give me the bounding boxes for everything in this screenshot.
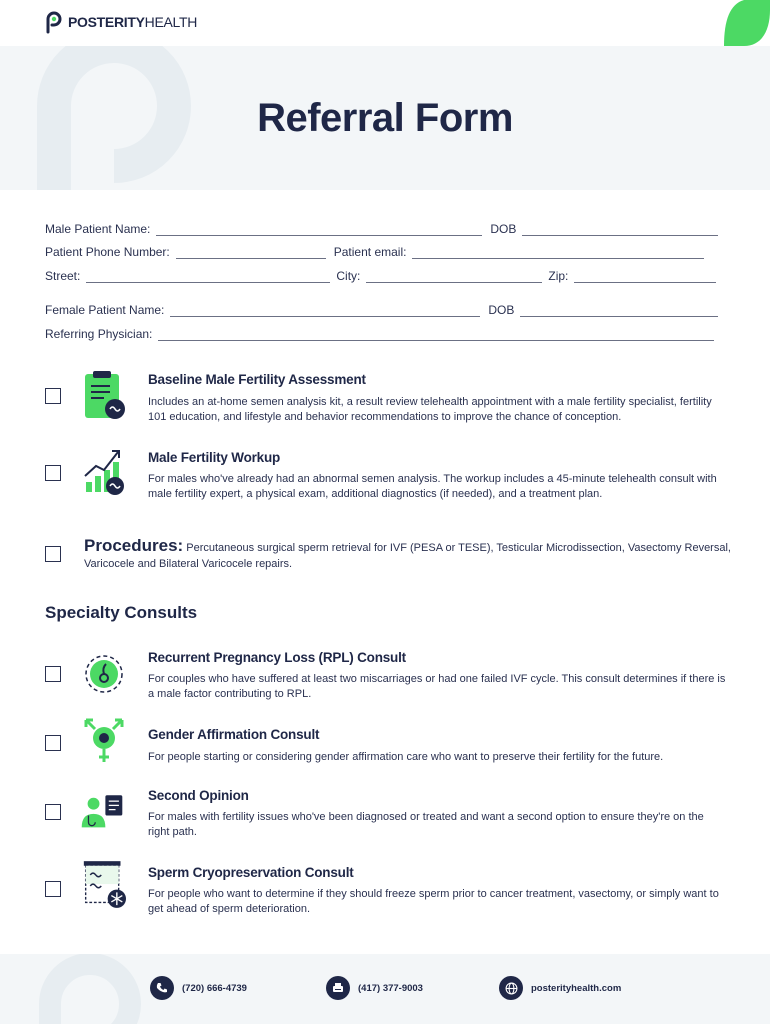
website-link: posterityhealth.com xyxy=(531,982,622,994)
baseline-assessment-checkbox[interactable] xyxy=(45,388,61,404)
referring-physician-row: Referring Physician: xyxy=(45,327,725,341)
address-row: Street: City: Zip: xyxy=(45,269,725,283)
procedures-text xyxy=(84,538,734,572)
male-dob-input[interactable] xyxy=(522,224,718,236)
city-input[interactable] xyxy=(366,271,542,283)
phone-email-row: Patient Phone Number: Patient email: xyxy=(45,245,725,259)
brand-name: POSTERITYHEALTH xyxy=(68,14,198,30)
specialty-consults-heading: Specialty Consults xyxy=(45,603,198,622)
procedures-checkbox[interactable] xyxy=(45,546,61,562)
gender-affirmation-checkbox[interactable] xyxy=(45,735,61,751)
sperm-cryopreservation-checkbox[interactable] xyxy=(45,881,61,897)
watermark-logo-icon xyxy=(30,954,170,1024)
service-title: Recurrent Pregnancy Loss (RPL) Consult xyxy=(148,650,406,665)
footer-phone[interactable] xyxy=(150,976,247,1000)
brand-logo[interactable] xyxy=(44,10,197,34)
globe-icon xyxy=(499,976,523,1000)
page-title: Referral Form xyxy=(257,96,513,140)
service-description: For males with fertility issues who've been diagnosed or treated and want a second option to ensure they're on the right path. xyxy=(148,811,704,838)
service-title: Sperm Cryopreservation Consult xyxy=(148,865,354,880)
procedures-description: Percutaneous surgical sperm retrieval for IVF (PESA or TESE), Testicular Microdissection, Vasectomy Reversal, Varicocele and Bilateral Varicocele repairs. xyxy=(84,542,731,570)
service-title: Male Fertility Workup xyxy=(148,450,281,465)
fax-number: (417) 377-9003 xyxy=(358,982,423,994)
doctor-icon xyxy=(80,788,124,838)
service-description: For people who want to determine if they should freeze sperm prior to cancer treatment, vasectomy, or simply want to get ahead of sperm deterioration. xyxy=(148,888,719,915)
male-patient-name-input[interactable] xyxy=(156,224,482,236)
male-patient-row: Male Patient Name: DOB xyxy=(45,222,725,236)
footer-fax[interactable] xyxy=(326,976,423,1000)
phone-icon xyxy=(150,976,174,1000)
street-input[interactable] xyxy=(86,271,330,283)
clipboard-icon xyxy=(82,370,126,420)
pregnancy-icon xyxy=(82,648,126,698)
female-patient-name-input[interactable] xyxy=(170,305,480,317)
footer-website[interactable] xyxy=(499,976,621,1000)
service-description: Includes an at-home semen analysis kit, a result review telehealth appointment with a male fertility specialist, fertility 101 education, and lifestyle and behavior recommendations to improve the chance of conception. xyxy=(148,396,712,423)
rpl-consult-checkbox[interactable] xyxy=(45,666,61,682)
service-description: For people starting or considering gender affirmation care who want to preserve their fertility for the future. xyxy=(148,751,664,763)
footer xyxy=(0,954,770,1024)
patient-phone-input[interactable] xyxy=(176,247,326,259)
service-title: Baseline Male Fertility Assessment xyxy=(148,372,366,387)
procedures-heading: Procedures: xyxy=(84,536,184,555)
service-description: For couples who have suffered at least two miscarriages or had one failed IVF cycle. This consult determines if there is a male factor contributing to RPL. xyxy=(148,673,726,700)
service-description: For males who've already had an abnormal semen analysis. The workup includes a 45-minute telehealth consult with male fertility expert, a physical exam, additional diagnostics (if needed), and a treatment plan. xyxy=(148,473,717,500)
female-patient-row: Female Patient Name: DOB xyxy=(45,303,725,317)
gender-icon xyxy=(82,716,126,766)
hero-banner xyxy=(0,46,770,190)
service-title: Gender Affirmation Consult xyxy=(148,727,320,742)
posterity-logo-icon xyxy=(44,10,64,34)
cryo-icon xyxy=(82,860,126,910)
top-bar xyxy=(0,0,770,46)
referring-physician-input[interactable] xyxy=(158,329,714,341)
corner-leaf-decoration xyxy=(724,0,770,46)
chart-icon xyxy=(82,446,126,496)
service-title: Second Opinion xyxy=(148,788,249,803)
zip-input[interactable] xyxy=(574,271,716,283)
male-fertility-workup-checkbox[interactable] xyxy=(45,465,61,481)
second-opinion-checkbox[interactable] xyxy=(45,804,61,820)
fax-icon xyxy=(326,976,350,1000)
patient-email-input[interactable] xyxy=(412,247,704,259)
female-dob-input[interactable] xyxy=(520,305,718,317)
phone-number: (720) 666-4739 xyxy=(182,982,247,994)
